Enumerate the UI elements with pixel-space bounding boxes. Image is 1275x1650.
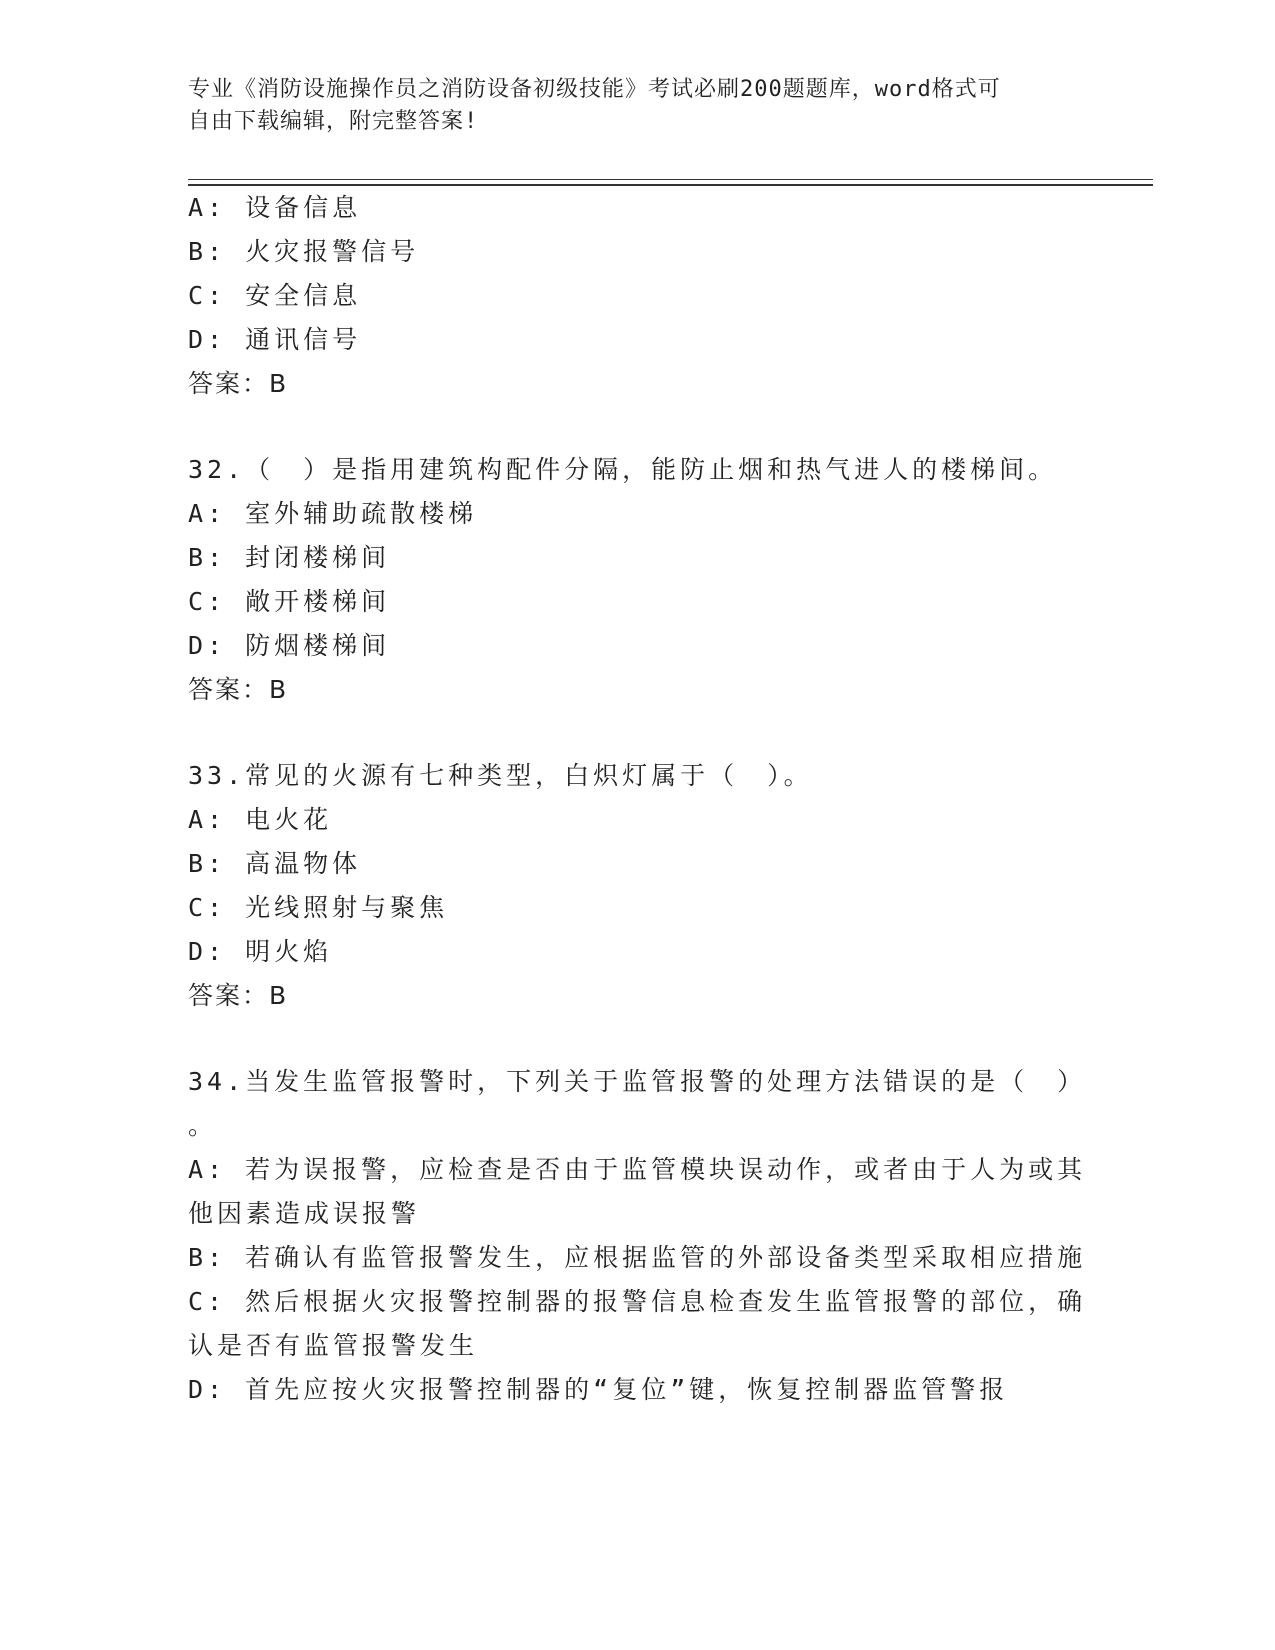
option-b: B: 若确认有监管报警发生，应根据监管的外部设备类型采取相应措施 [188,1243,1087,1272]
option-a: A: 电火花 [188,805,333,834]
question-text-line-1: 34.当发生监管报警时，下列关于监管报警的处理方法错误的是（ ） [188,1067,1087,1096]
answer: 答案：B [188,981,289,1010]
header-line-1: 专业《消防设施操作员之消防设备初级技能》考试必刷200题题库，word格式可 [188,77,1001,102]
option-b: B: 火灾报警信号 [188,237,420,266]
option-d: D: 防烟楼梯间 [188,631,391,660]
option-a-line-2: 他因素造成误报警 [188,1199,421,1228]
option-c-line-1: C: 然后根据火灾报警控制器的报警信息检查发生监管报警的部位，确 [188,1287,1087,1316]
question-text: 33.常见的火源有七种类型，白炽灯属于（ ）。 [188,761,813,790]
question-text-line-2: 。 [188,1111,218,1140]
option-c: C: 光线照射与聚焦 [188,893,449,922]
option-d: D: 明火焰 [188,937,333,966]
option-b: B: 封闭楼梯间 [188,543,391,572]
option-c: C: 安全信息 [188,281,362,310]
answer: 答案：B [188,675,289,704]
option-d: D: 通讯信号 [188,325,362,354]
option-a-line-1: A: 若为误报警，应检查是否由于监管模块误动作，或者由于人为或其 [188,1155,1087,1184]
option-c: C: 敞开楼梯间 [188,587,391,616]
option-c-line-2: 认是否有监管报警发生 [188,1331,479,1360]
header-divider-thin [188,179,1153,180]
answer: 答案：B [188,369,289,398]
header-line-2: 自由下载编辑，附完整答案! [188,109,479,134]
question-text: 32.（ ）是指用建筑构配件分隔，能防止烟和热气进人的楼梯间。 [188,455,1058,484]
option-b: B: 高温物体 [188,849,362,878]
header-divider-thick [188,184,1153,186]
option-a: A: 设备信息 [188,193,362,222]
document-header [188,74,1088,138]
option-a: A: 室外辅助疏散楼梯 [188,499,478,528]
option-d: D: 首先应按火灾报警控制器的“复位”键，恢复控制器监管警报 [188,1375,1009,1404]
